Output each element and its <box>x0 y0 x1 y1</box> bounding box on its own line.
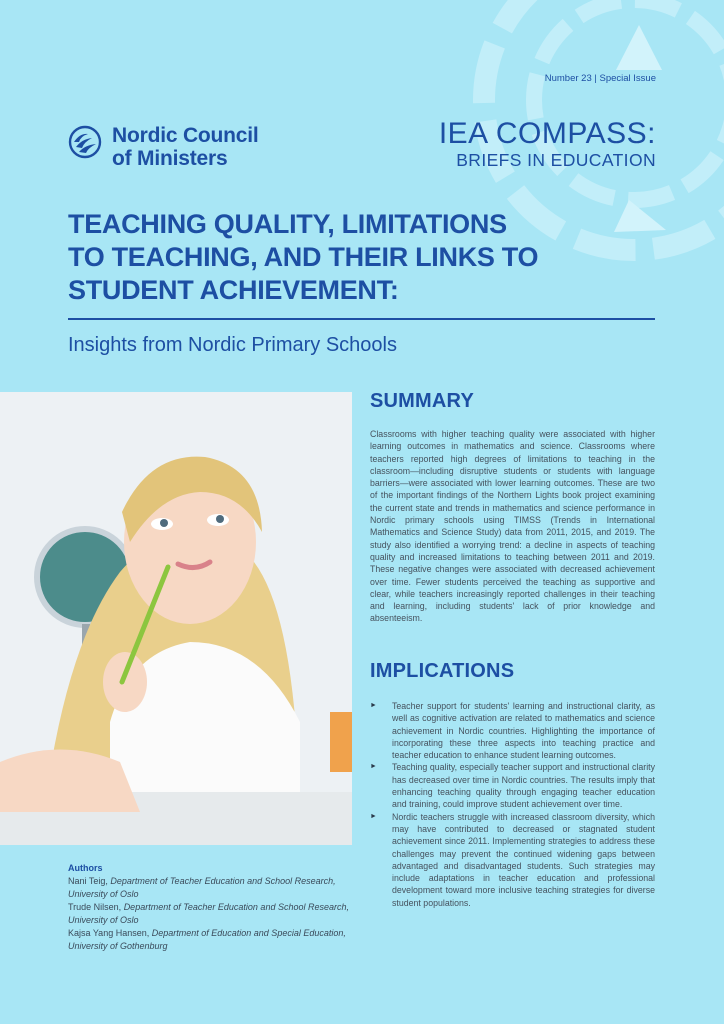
authors-label: Authors <box>68 863 103 873</box>
bullet-icon: ► <box>370 763 377 771</box>
author-name: Nani Teig, <box>68 876 111 886</box>
implications-heading: IMPLICATIONS <box>370 660 515 682</box>
bullet-icon: ► <box>370 812 377 820</box>
implication-text: Nordic teachers struggle with increased classroom diversity, which may have contributed to decreased or stagnated student achievement since 2011. Implementing strategies to address these challenges may prevent the continued widening gaps between advantaged and disadvantaged students. Such strategies may include adaptations in teacher education and professional development toward more inclusive teaching strategies for diverse student populations. <box>392 811 655 908</box>
logo-line-1: Nordic Council <box>112 124 259 147</box>
author-affiliation: Department of Education and Special Education, University of Gothenburg <box>68 928 346 951</box>
author-name: Kajsa Yang Hansen, <box>68 928 152 938</box>
author-entry <box>68 875 358 901</box>
author-entry <box>68 927 358 953</box>
list-item <box>370 700 655 761</box>
author-affiliation: Department of Teacher Education and School Research, University of Oslo <box>68 876 336 899</box>
series-title: IEA COMPASS: <box>438 117 656 150</box>
summary-text: Classrooms with higher teaching quality were associated with higher learning outcomes in mathematics and science. Classrooms where teachers reported high degrees of limitations to teaching in the classroom—including disruptive students or students with language barriers—were associated with lower learning outcomes. These are two of the important findings of the Northern Lights book project examining the current state and trends in mathematics and science performance in Nordic primary schools using TIMSS (Trends in International Mathematics and Science Study) data from 2011, 2015, and 2019. The study also identified a worrying trend: a decline in aspects of teaching quality and increased limitations to teaching between 2011 and 2019. These negative changes were associated with decreased achievement over time. Fewer students perceived the teaching as supportive and clear, while teachers increasingly reported challenges in their teaching and learning, including students' lack of prior knowledge and absenteeism. <box>370 429 655 624</box>
issue-label: Number 23 | Special Issue <box>544 73 656 84</box>
implication-text: Teaching quality, especially teacher support and instructional clarity has decreased over time in Nordic countries. The results imply that enhancing teaching quality through engaging teacher education and training, could improve student achievement over time. <box>392 762 655 810</box>
series-brand <box>439 118 656 170</box>
implication-text: Teacher support for students' learning and instructional clarity, as well as cognitive activation are related to mathematics and science achievement in Nordic countries. Highlighting the importance of incorporating these three aspects into teaching practice and teacher education to enhance student learning outcomes. <box>392 701 655 761</box>
summary-heading: SUMMARY <box>370 390 474 412</box>
list-item <box>370 761 655 810</box>
authors-block <box>68 862 358 953</box>
page-subtitle: Insights from Nordic Primary Schools <box>68 334 397 356</box>
author-affiliation: Department of Teacher Education and School Research, University of Oslo <box>68 902 349 925</box>
author-name: Trude Nilsen, <box>68 902 124 912</box>
title-line-3: STUDENT ACHIEVEMENT: <box>68 275 399 305</box>
logo-line-2: of Ministers <box>112 147 228 170</box>
nordic-council-logo <box>68 124 259 170</box>
implications-list <box>370 700 655 909</box>
title-line-1: TEACHING QUALITY, LIMITATIONS <box>68 209 507 239</box>
page-title <box>68 208 658 307</box>
bullet-icon: ► <box>370 702 377 709</box>
list-item <box>370 811 655 909</box>
title-divider <box>68 318 655 320</box>
student-photo <box>0 392 352 845</box>
series-subtitle: BRIEFS IN EDUCATION <box>456 150 656 170</box>
author-entry <box>68 901 358 927</box>
title-line-2: TO TEACHING, AND THEIR LINKS TO <box>68 242 539 272</box>
swan-icon <box>68 125 102 159</box>
